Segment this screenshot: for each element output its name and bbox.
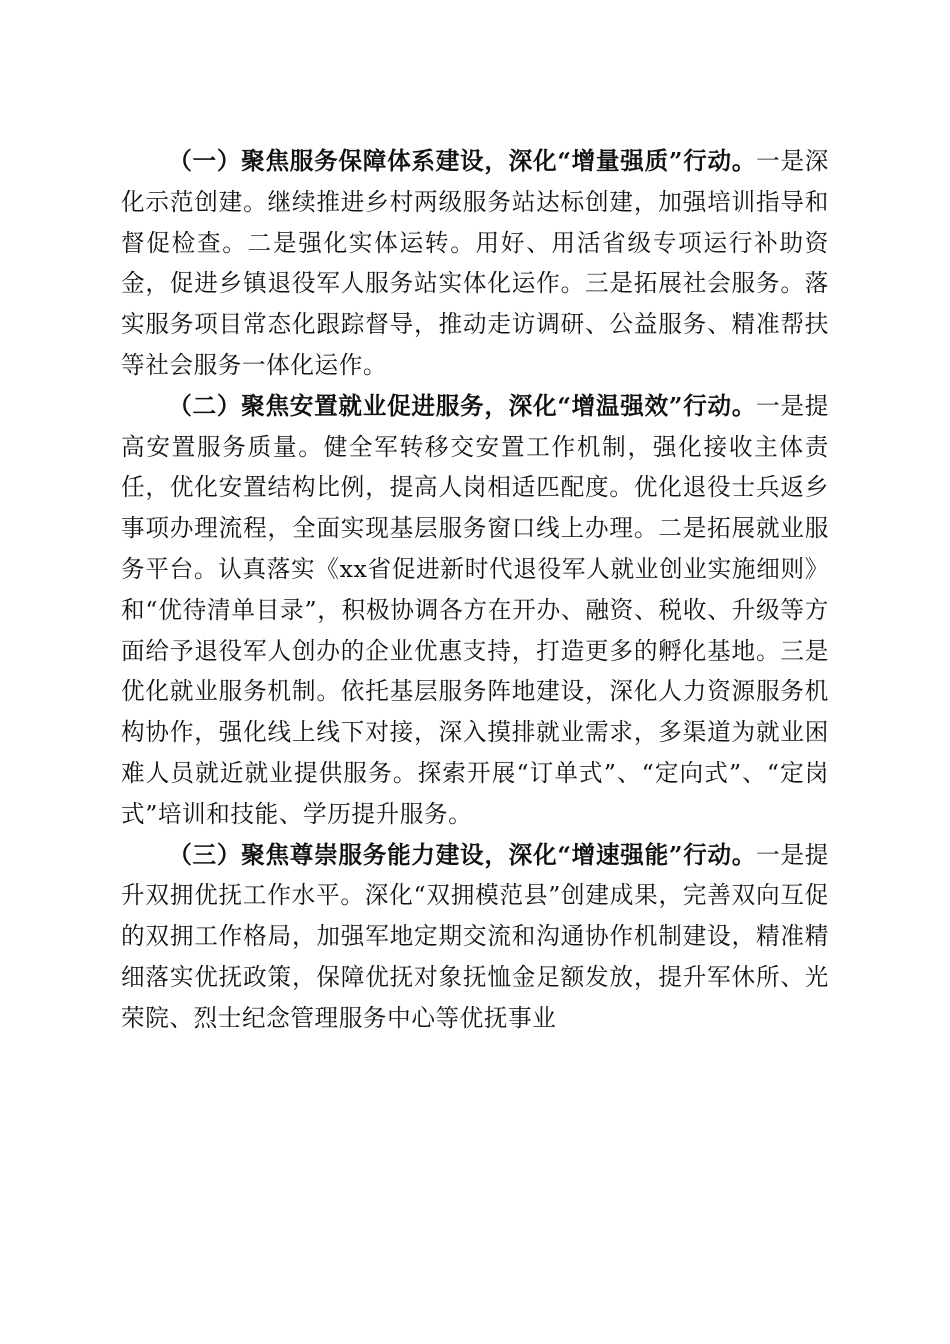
section-3-body: 一是提升双拥优抚工作水平。深化“双拥模范县”创建成果，完善双向互促的双拥工作格局，加强军地定期交流和沟通协作机制建设，精准精细落实优抚政策，保障优抚对象抚恤金足额发放，提升军休所、光荣院、烈士纪念管理服务中心等优抚事业 xyxy=(121,840,829,1032)
section-2-body: 一是提高安置服务质量。健全军转移交安置工作机制，强化接收主体责任，优化安置结构比例，提高人岗相适匹配度。优化退役士兵返乡事项办理流程，全面实现基层服务窗口线上办理。二是拓展就业服务平台。认真落实《xx省促进新时代退役军人就业创业实施细则》和“优待清单目录”，积极协调各方在开办、融资、税收、升级等方面给予退役军人创办的企业优惠支持，打造更多的孵化基地。三是优化就业服务机制。依托基层服务阵地建设，深化人力资源服务机构协作，强化线上线下对接，深入摸排就业需求，多渠道为就业困难人员就近就业提供服务。探索开展“订单式”、“定向式”、“定岗式”培训和技能、学历提升服务。 xyxy=(121,391,829,828)
section-2-heading: （二）聚焦安置就业促进服务，深化“增温强效”行动。 xyxy=(168,391,757,420)
section-1-heading: （一）聚焦服务保障体系建设，深化“增量强质”行动。 xyxy=(168,147,757,175)
document-page xyxy=(121,141,829,1039)
section-1-body: 一是深化示范创建。继续推进乡村两级服务站达标创建，加强培训指导和督促检查。二是强化实体运转。用好、用活省级专项运行补助资金，促进乡镇退役军人服务站实体化运作。三是拓展社会服务。落实服务项目常态化跟踪督导，推动走访调研、公益服务、精准帮扶等社会服务一体化运作。 xyxy=(121,147,829,379)
section-3-heading: （三）聚焦尊崇服务能力建设，深化“增速强能”行动。 xyxy=(168,840,757,869)
section-3-paragraph xyxy=(121,835,829,1039)
section-2-paragraph xyxy=(121,386,829,835)
section-1-paragraph xyxy=(121,141,829,386)
